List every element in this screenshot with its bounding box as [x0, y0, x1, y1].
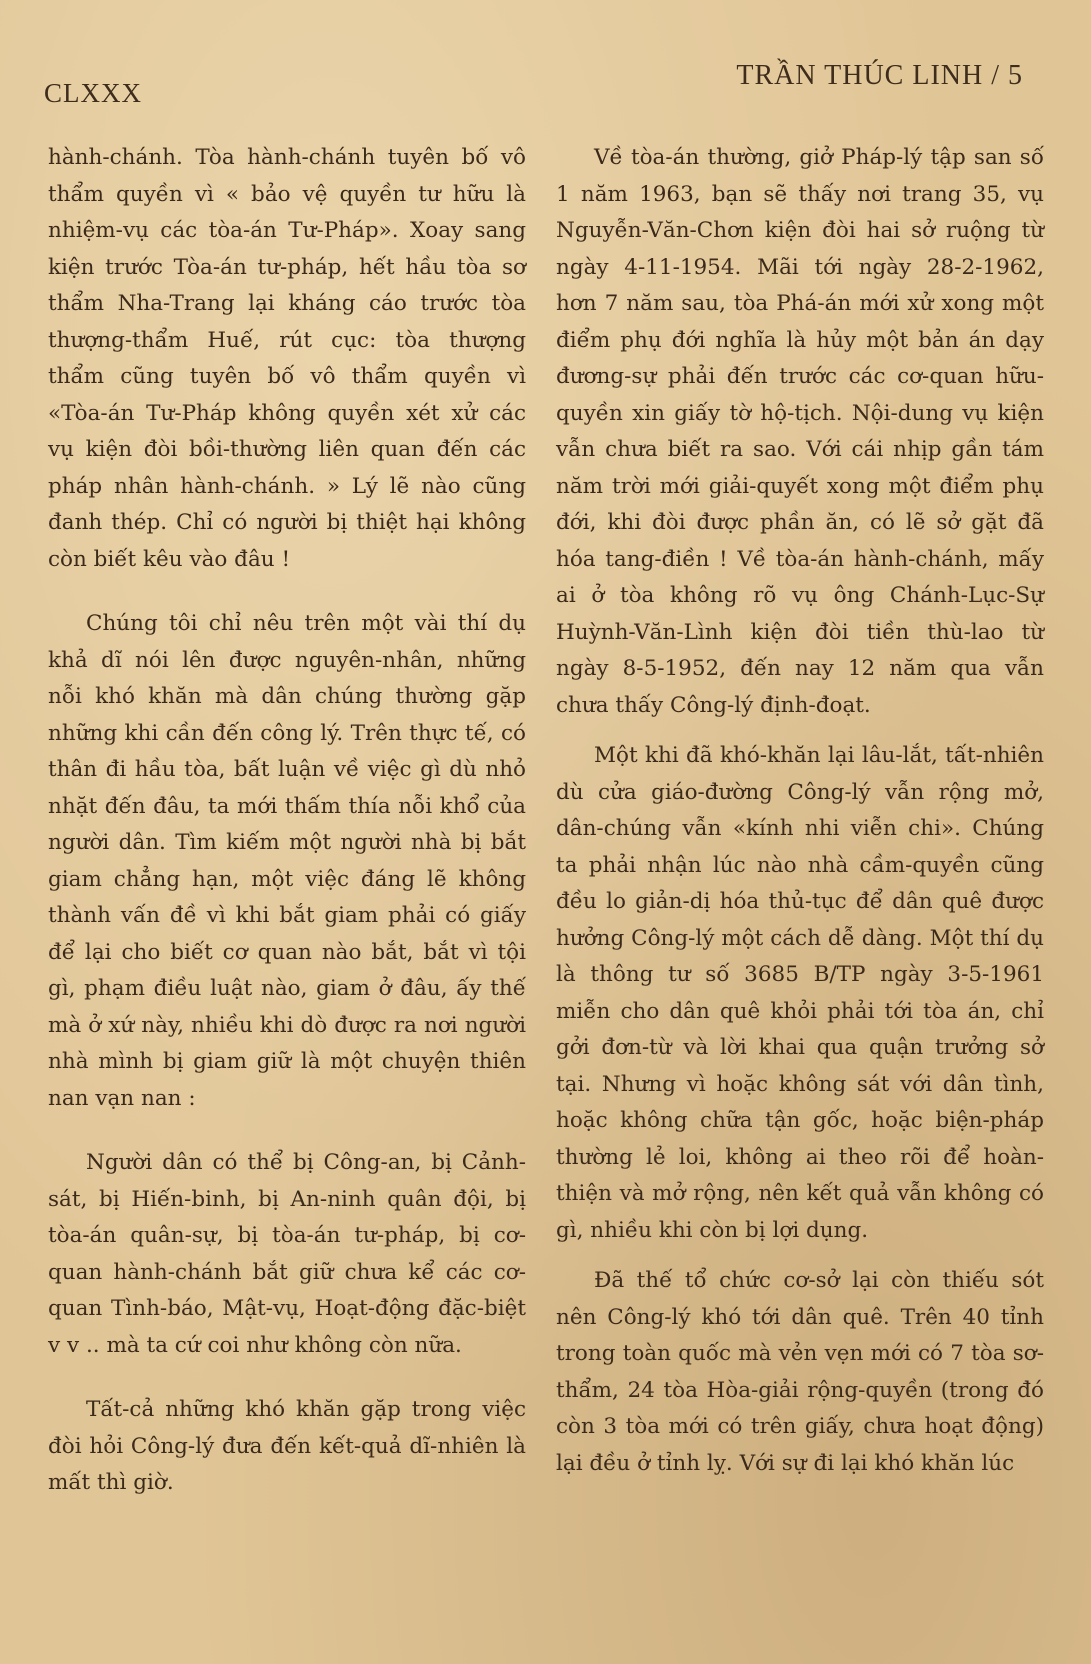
paragraph: Đã thế tổ chức cơ-sở lại còn thiếu sót nên Công-lý khó tới dân quê. Trên 40 tỉnh trong toàn quốc mà vẻn vẹn mới có 7 tòa sơ-thẩm, 24 tòa Hòa-giải rộng-quyền (trong đó còn 3 tòa mới có trên giấy, chưa hoạt động) lại đều ở tỉnh lỵ. Với sự đi lại khó khăn lúc [556, 1268, 1044, 1476]
paragraph: Tất-cả những khó khăn gặp trong việc đòi hỏi Công-lý đưa đến kết-quả dĩ-nhiên là mất thì giờ. [48, 1397, 526, 1495]
paragraph: Về tòa-án thường, giở Pháp-lý tập san số 1 năm 1963, bạn sẽ thấy nơi trang 35, vụ Nguyễn-Văn-Chơn kiện đòi hai sở ruộng từ ngày 4-11-1954. Mãi tới ngày 28-2-1962, hơn 7 năm sau, tòa Phá-án mới xử xong một điểm phụ đới nghĩa là hủy một bản án dạy đương-sự phải đến trước các cơ-quan hữu-quyền xin giấy tờ hộ-tịch. Nội-dung vụ kiện vẫn chưa biết ra sao. Với cái nhịp gần tám năm trời mới giải-quyết xong một điểm phụ đới, khi đòi được phần ăn, có lẽ sở gặt đã hóa tang-điền ! Về tòa-án hành-chánh, mấy ai ở tòa không rõ vụ ông Chánh-Lục-Sự Huỳnh-Văn-Lình kiện đòi tiền thù-lao từ ngày 8-5-1952, đến nay 12 năm qua vẫn chưa thấy Công-lý định-đoạt. [556, 145, 1044, 718]
paragraph: Chúng tôi chỉ nêu trên một vài thí dụ khả dĩ nói lên được nguyên-nhân, những nỗi khó khăn mà dân chúng thường gặp những khi cần đến công lý. Trên thực tế, có thân đi hầu tòa, bất luận về việc gì dù nhỏ nhặt đến đâu, ta mới thấm thía nỗi khổ của người dân. Tìm kiếm một người nhà bị bắt giam chẳng hạn, một việc đáng lẽ không thành vấn đề vì khi bắt giam phải có giấy để lại cho biết cơ quan nào bắt, bắt vì tội gì, phạm điều luật nào, giam ở đâu, ấy thế mà ở xứ này, nhiều khi dò được ra nơi người nhà mình bị giam giữ là một chuyện thiên nan vạn nan : [48, 611, 526, 1111]
paragraph: hành-chánh. Tòa hành-chánh tuyên bố vô thẩm quyền vì « bảo vệ quyền tư hữu là nhiệm-vụ các tòa-án Tư-Pháp». Xoay sang kiện trước Tòa-án tư-pháp, hết hầu tòa sơ thẩm Nha-Trang lại kháng cáo trước tòa thượng-thẩm Huế, rút cục: tòa thượng thẩm cũng tuyên bố vô thẩm quyền vì «Tòa-án Tư-Pháp không quyền xét xử các vụ kiện đòi bồi-thường liên quan đến các pháp nhân hành-chánh. » Lý lẽ nào cũng đanh thép. Chỉ có người bị thiệt hại không còn biết kêu vào đâu ! [48, 145, 526, 572]
paragraph: Một khi đã khó-khăn lại lâu-lắt, tất-nhiên dù cửa giáo-đường Công-lý vẫn rộng mở, dân-chúng vẫn «kính nhi viễn chi». Chúng ta phải nhận lúc nào nhà cầm-quyền cũng đều lo giản-dị hóa thủ-tục để dân quê được hưởng Công-lý một cách dễ dàng. Một thí dụ là thông tư số 3685 B/TP ngày 3-5-1961 miễn cho dân quê khỏi phải tới tòa án, chỉ gởi đơn-từ và lời khai qua quận trưởng sở tại. Nhưng vì hoặc không sát với dân tình, hoặc không chữa tận gốc, hoặc biện-pháp thường lẻ loi, không ai theo rõi để hoàn-thiện và mở rộng, nên kết quả vẫn không có gì, nhiều khi còn bị lợi dụng. [556, 743, 1044, 1243]
running-header: TRẦN THÚC LINH / 5 [736, 60, 1023, 91]
page-number-roman: CLXXX [44, 78, 142, 108]
paragraph: Người dân có thể bị Công-an, bị Cảnh-sát, bị Hiến-binh, bị An-ninh quân đội, bị tòa-án quân-sự, bị tòa-án tư-pháp, bị cơ-quan hành-chánh bắt giữ chưa kể các cơ-quan Tình-báo, Mật-vụ, Hoạt-động đặc-biệt v v .. mà ta cứ coi như không còn nữa. [48, 1150, 526, 1358]
right-column [556, 140, 1044, 1482]
left-column [48, 140, 526, 1502]
